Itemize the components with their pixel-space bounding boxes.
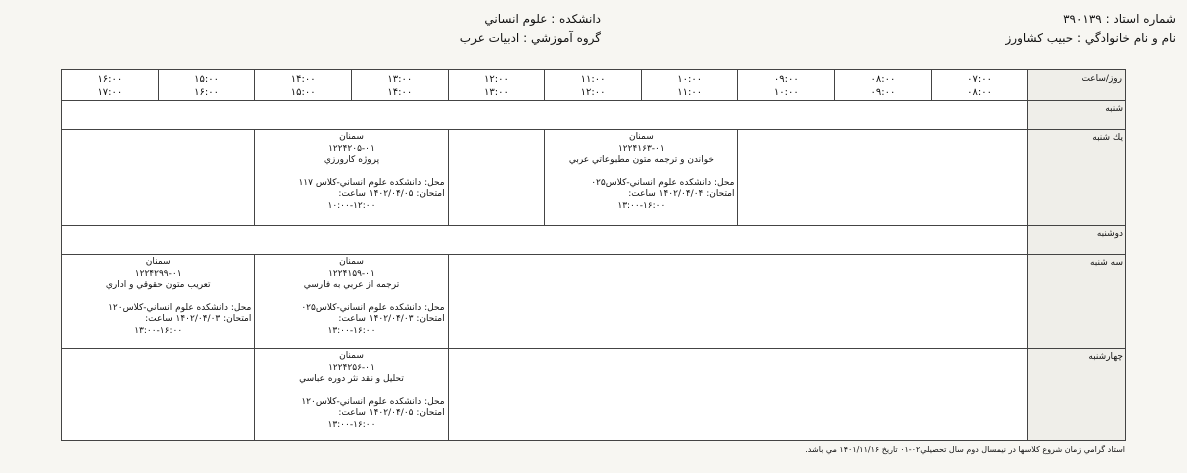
class-block[interactable] <box>545 130 738 226</box>
day-label: دوشنبه <box>1028 226 1126 255</box>
department-value: ادبيات عرب <box>459 31 520 45</box>
hour-header: ۱۲:۰۰ ۱۳:۰۰ <box>448 70 545 101</box>
instructor-name-label: نام و نام خانوادگي : <box>1077 31 1176 45</box>
empty-slot <box>62 349 255 441</box>
schedule-table <box>61 69 1126 441</box>
class-code: ۱۲۲۴۱۶۳-۰۱ <box>617 143 665 154</box>
class-exam-time: ۱۳:۰۰-۱۶:۰۰ <box>617 200 666 211</box>
hour-header: ۱۴:۰۰ ۱۵:۰۰ <box>255 70 352 101</box>
class-exam: امتحان: ۱۴۰۲/۰۴/۰۳ ساعت: <box>338 314 445 324</box>
class-location: محل: دانشكده علوم انساني-كلاس۱۲۰ <box>301 396 445 407</box>
corner-header: روز/ساعت <box>1028 70 1126 101</box>
empty-slot <box>448 130 545 226</box>
class-campus: سمنان <box>339 257 364 267</box>
class-campus: سمنان <box>339 132 364 142</box>
instructor-name-value: حبيب كشاورز <box>1005 31 1074 45</box>
department <box>460 29 601 48</box>
footer-note: استاد گرامي زمان شروع كلاسها در نيمسال دوم سال تحصيلي۰۲-۰۱ تاريخ ۱۴۰۱/۱۱/۱۶ مي باشد. <box>805 445 1125 454</box>
class-exam-time: ۱۳:۰۰-۱۶:۰۰ <box>327 419 376 430</box>
empty-slot <box>62 101 1028 130</box>
instructor-info <box>1006 10 1177 48</box>
day-label: شنبه <box>1028 101 1126 130</box>
class-code: ۱۲۲۴۲۵۶-۰۱ <box>328 362 375 373</box>
class-title: پروژه كارورزي <box>323 155 380 165</box>
class-block[interactable] <box>255 349 448 441</box>
hour-header: ۱۱:۰۰ ۱۲:۰۰ <box>545 70 642 101</box>
faculty-info <box>460 10 601 48</box>
instructor-number <box>1006 10 1177 29</box>
hour-header: ۱۵:۰۰ ۱۶:۰۰ <box>158 70 255 101</box>
day-row-monday <box>62 226 1126 255</box>
class-location: محل: دانشكده علوم انساني-كلاس ۱۱۷ <box>298 177 445 188</box>
faculty-label: دانشكده : <box>551 12 601 26</box>
day-label: سه شنبه <box>1028 255 1126 349</box>
instructor-number-label: شماره استاد : <box>1105 12 1176 26</box>
class-exam-time: ۱۳:۰۰-۱۶:۰۰ <box>327 325 376 336</box>
class-code: ۱۲۲۴۲۹۹-۰۱ <box>134 268 182 279</box>
instructor-name <box>1006 29 1177 48</box>
faculty <box>460 10 601 29</box>
class-exam: امتحان: ۱۴۰۲/۰۴/۰۴ ساعت: <box>628 189 735 199</box>
class-exam: امتحان: ۱۴۰۲/۰۴/۰۵ ساعت: <box>338 408 445 418</box>
day-row-saturday <box>62 101 1126 130</box>
class-exam: امتحان: ۱۴۰۲/۰۴/۰۵ ساعت: <box>338 189 445 199</box>
hour-header: ۰۹:۰۰ ۱۰:۰۰ <box>738 70 835 101</box>
empty-slot <box>448 255 1028 349</box>
hour-header: ۰۸:۰۰ ۰۹:۰۰ <box>835 70 932 101</box>
class-code: ۱۲۲۴۲۰۵-۰۱ <box>328 143 375 154</box>
hour-header: ۱۶:۰۰ ۱۷:۰۰ <box>62 70 159 101</box>
class-block[interactable] <box>255 255 448 349</box>
hours-header-row <box>62 70 1126 101</box>
hour-header: ۰۷:۰۰ ۰۸:۰۰ <box>931 70 1028 101</box>
empty-slot <box>448 349 1028 441</box>
class-exam-time: ۱۳:۰۰-۱۶:۰۰ <box>134 325 183 336</box>
class-location: محل: دانشكده علوم انساني-كلاس۰۲۵ <box>591 177 735 188</box>
class-campus: سمنان <box>145 257 171 267</box>
class-title: تحليل و نقد نثر دوره عباسي <box>299 374 404 384</box>
class-exam-time: ۱۰:۰۰-۱۲:۰۰ <box>327 200 376 211</box>
hour-header: ۱۳:۰۰ ۱۴:۰۰ <box>351 70 448 101</box>
day-row-wednesday <box>62 349 1126 441</box>
faculty-value: علوم انساني <box>484 12 548 26</box>
day-label: چهارشنبه <box>1028 349 1126 441</box>
instructor-number-value: ۳۹۰۱۳۹ <box>1063 12 1102 26</box>
empty-slot <box>738 130 1028 226</box>
class-code: ۱۲۲۴۱۵۹-۰۱ <box>328 268 375 279</box>
day-label: يك شنبه <box>1028 130 1126 226</box>
class-campus: سمنان <box>339 351 364 361</box>
class-block[interactable] <box>255 130 448 226</box>
day-row-tuesday <box>62 255 1126 349</box>
class-title: خواندن و ترجمه متون مطبوعاتي عربي <box>568 155 714 165</box>
day-row-sunday <box>62 130 1126 226</box>
class-title: تعريب متون حقوقي و اداري <box>105 280 211 290</box>
class-location: محل: دانشكده علوم انساني-كلاس۱۲۰ <box>108 302 252 313</box>
class-location: محل: دانشكده علوم انساني-كلاس۰۲۵ <box>301 302 445 313</box>
hour-header: ۱۰:۰۰ ۱۱:۰۰ <box>641 70 738 101</box>
empty-slot <box>62 226 1028 255</box>
department-label: گروه آموزشي : <box>523 31 601 45</box>
class-block[interactable] <box>62 255 255 349</box>
class-exam: امتحان: ۱۴۰۲/۰۴/۰۳ ساعت: <box>145 314 252 324</box>
class-title: ترجمه از عربي به فارسي <box>303 280 400 290</box>
class-campus: سمنان <box>628 132 654 142</box>
empty-slot <box>62 130 255 226</box>
